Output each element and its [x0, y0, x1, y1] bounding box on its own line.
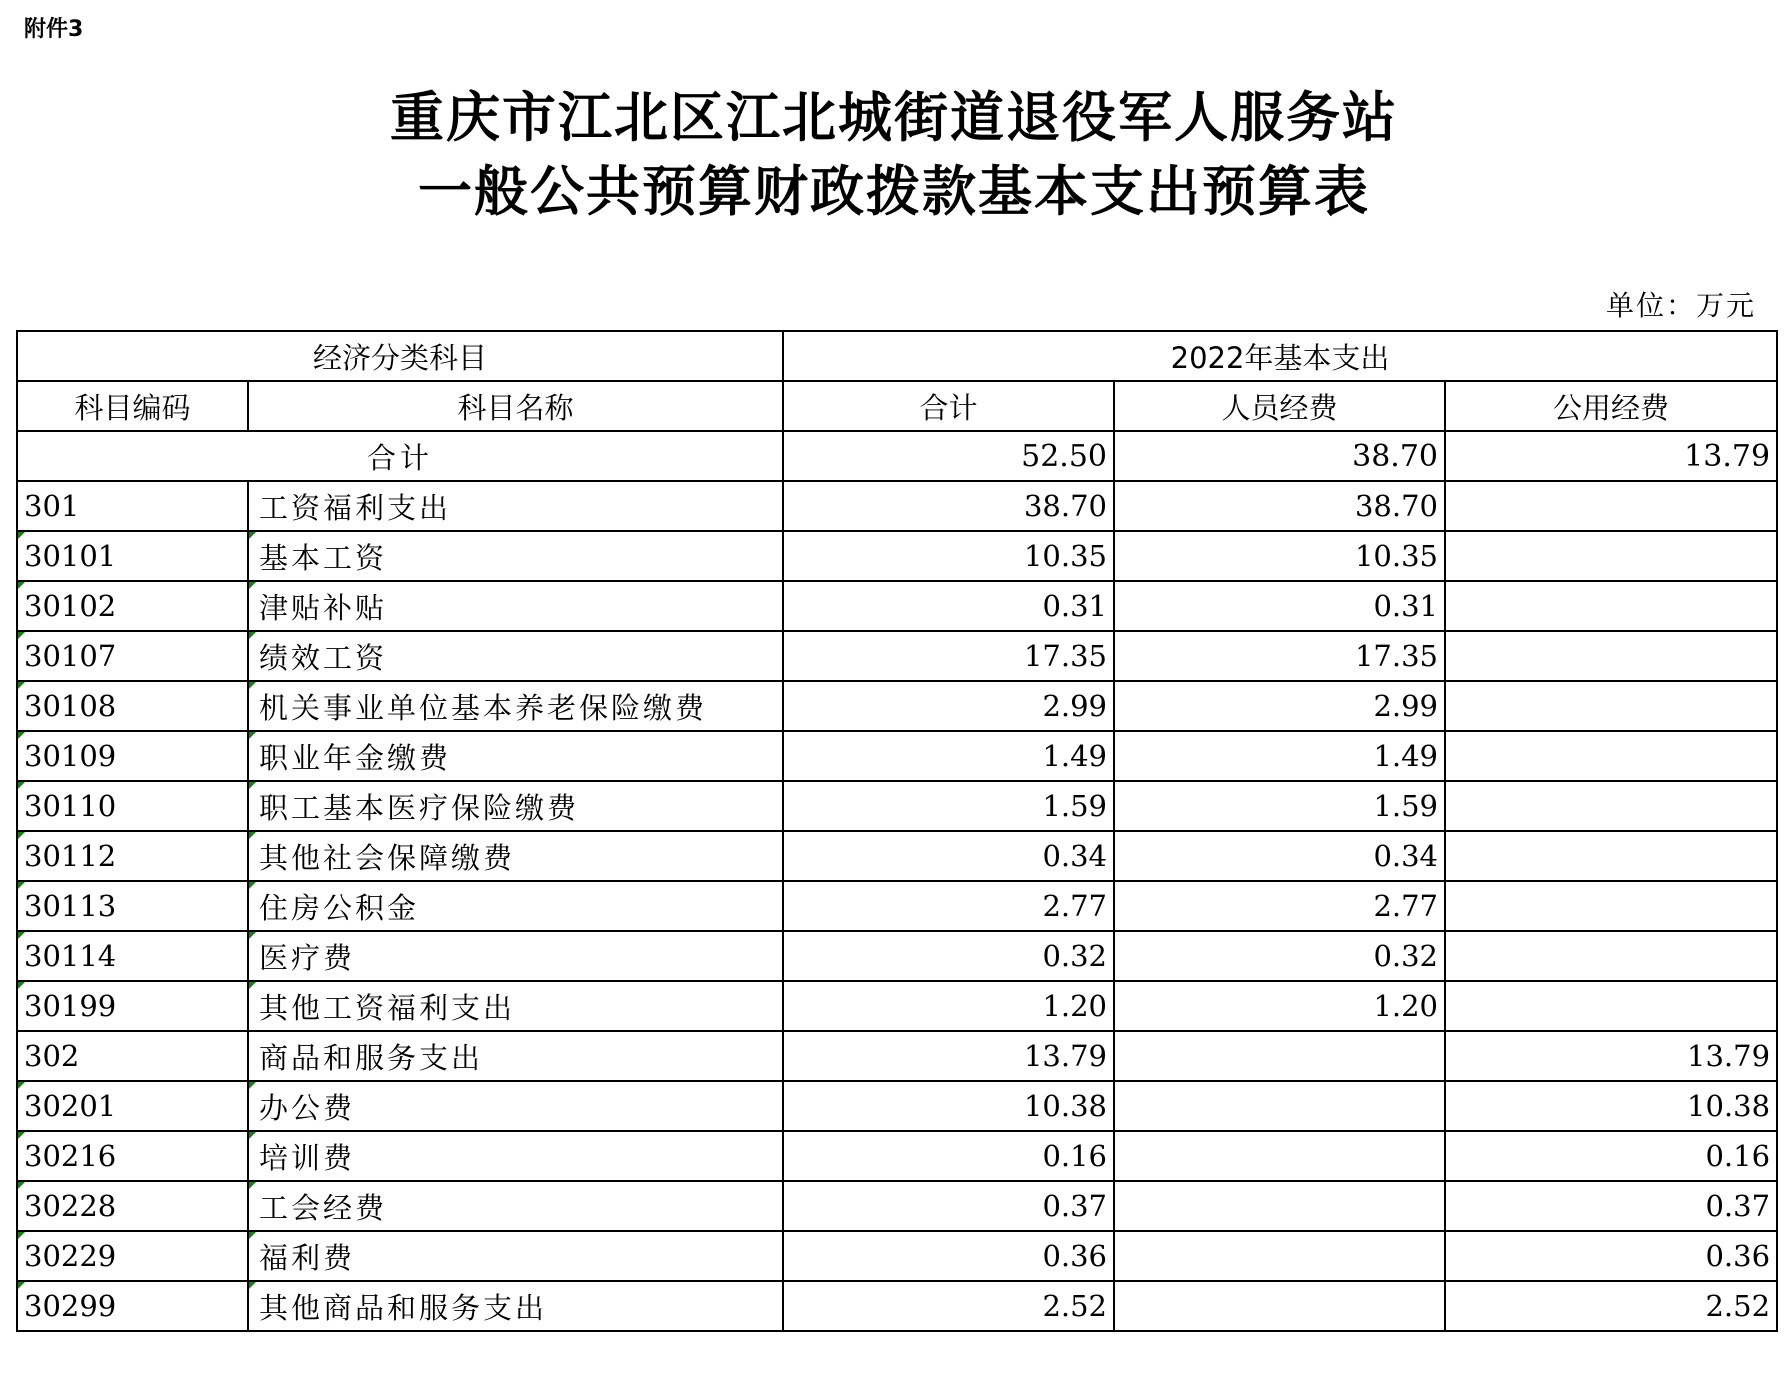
row-personnel: [1114, 1281, 1445, 1331]
row-name: 工资福利支出: [248, 481, 783, 531]
row-code: 30228: [17, 1181, 248, 1231]
row-public: 0.37: [1445, 1181, 1777, 1231]
header-total: 合计: [783, 381, 1114, 431]
row-personnel: 2.77: [1114, 881, 1445, 931]
row-public: 2.52: [1445, 1281, 1777, 1331]
budget-table: [16, 330, 1778, 1332]
total-row: [17, 431, 1777, 481]
row-total: 17.35: [783, 631, 1114, 681]
row-name: 商品和服务支出: [248, 1031, 783, 1081]
header-personnel: 人员经费: [1114, 381, 1445, 431]
table-row: [17, 1231, 1777, 1281]
table-row: [17, 681, 1777, 731]
header-code: 科目编码: [17, 381, 248, 431]
row-personnel: 0.34: [1114, 831, 1445, 881]
row-name: 职业年金缴费: [248, 731, 783, 781]
row-total: 0.34: [783, 831, 1114, 881]
row-personnel: 17.35: [1114, 631, 1445, 681]
row-name: 办公费: [248, 1081, 783, 1131]
table-row: [17, 931, 1777, 981]
row-public: 0.36: [1445, 1231, 1777, 1281]
table-row: [17, 981, 1777, 1031]
table-row: [17, 781, 1777, 831]
row-personnel: [1114, 1181, 1445, 1231]
row-code: 302: [17, 1031, 248, 1081]
row-name: 津贴补贴: [248, 581, 783, 631]
row-public: 10.38: [1445, 1081, 1777, 1131]
row-name: 其他商品和服务支出: [248, 1281, 783, 1331]
row-total: 0.36: [783, 1231, 1114, 1281]
header-economic-category: 经济分类科目: [17, 331, 783, 381]
row-code: 30112: [17, 831, 248, 881]
title-line-1: 重庆市江北区江北城街道退役军人服务站: [390, 86, 1398, 149]
row-code: 301: [17, 481, 248, 531]
table-row: [17, 881, 1777, 931]
table-row: [17, 831, 1777, 881]
row-personnel: 0.32: [1114, 931, 1445, 981]
row-name: 培训费: [248, 1131, 783, 1181]
row-public: [1445, 831, 1777, 881]
row-personnel: [1114, 1131, 1445, 1181]
row-total: 2.77: [783, 881, 1114, 931]
row-code: 30113: [17, 881, 248, 931]
row-personnel: [1114, 1231, 1445, 1281]
row-code: 30109: [17, 731, 248, 781]
row-name: 其他社会保障缴费: [248, 831, 783, 881]
row-total: 10.35: [783, 531, 1114, 581]
row-personnel: 1.20: [1114, 981, 1445, 1031]
header-name: 科目名称: [248, 381, 783, 431]
table-row: [17, 481, 1777, 531]
row-name: 机关事业单位基本养老保险缴费: [248, 681, 783, 731]
row-total: 1.49: [783, 731, 1114, 781]
row-code: 30299: [17, 1281, 248, 1331]
row-personnel: 1.59: [1114, 781, 1445, 831]
table-row: [17, 581, 1777, 631]
row-name: 福利费: [248, 1231, 783, 1281]
row-total: 13.79: [783, 1031, 1114, 1081]
row-personnel: 10.35: [1114, 531, 1445, 581]
row-total: 0.31: [783, 581, 1114, 631]
row-code: 30229: [17, 1231, 248, 1281]
row-personnel: [1114, 1081, 1445, 1131]
row-code: 30107: [17, 631, 248, 681]
row-name: 职工基本医疗保险缴费: [248, 781, 783, 831]
table-row: [17, 1181, 1777, 1231]
row-public: [1445, 881, 1777, 931]
row-total: 2.99: [783, 681, 1114, 731]
table-body: [17, 431, 1777, 1331]
row-personnel: 38.70: [1114, 481, 1445, 531]
row-name: 住房公积金: [248, 881, 783, 931]
row-public: [1445, 931, 1777, 981]
title-line-2: 一般公共预算财政拨款基本支出预算表: [418, 160, 1370, 223]
row-code: 30101: [17, 531, 248, 581]
row-code: 30199: [17, 981, 248, 1031]
row-code: 30114: [17, 931, 248, 981]
row-code: 30110: [17, 781, 248, 831]
row-name: 基本工资: [248, 531, 783, 581]
header-group-row: [17, 331, 1777, 381]
table-row: [17, 1081, 1777, 1131]
row-total: 0.37: [783, 1181, 1114, 1231]
unit-label: 单位：万元: [1605, 289, 1756, 322]
row-personnel: 0.31: [1114, 581, 1445, 631]
row-public: [1445, 481, 1777, 531]
row-public: [1445, 681, 1777, 731]
table-row: [17, 631, 1777, 681]
row-total: 1.59: [783, 781, 1114, 831]
row-code: 30102: [17, 581, 248, 631]
table-row: [17, 1281, 1777, 1331]
row-total: 2.52: [783, 1281, 1114, 1331]
table-row: [17, 731, 1777, 781]
attachment-label: 附件3: [24, 17, 84, 42]
row-name: 其他工资福利支出: [248, 981, 783, 1031]
row-code: 30108: [17, 681, 248, 731]
row-personnel: 1.49: [1114, 731, 1445, 781]
total-row-label: 合计: [17, 431, 783, 481]
row-public: [1445, 981, 1777, 1031]
table-row: [17, 1131, 1777, 1181]
row-code: 30201: [17, 1081, 248, 1131]
row-name: 医疗费: [248, 931, 783, 981]
row-public: [1445, 731, 1777, 781]
row-total: 0.16: [783, 1131, 1114, 1181]
header-column-row: [17, 381, 1777, 431]
row-personnel: 2.99: [1114, 681, 1445, 731]
row-total: 1.20: [783, 981, 1114, 1031]
row-total: 38.70: [783, 481, 1114, 531]
row-total: 0.32: [783, 931, 1114, 981]
total-row-public: 13.79: [1445, 431, 1777, 481]
row-public: [1445, 531, 1777, 581]
table-row: [17, 531, 1777, 581]
row-personnel: [1114, 1031, 1445, 1081]
header-public: 公用经费: [1445, 381, 1777, 431]
row-name: 绩效工资: [248, 631, 783, 681]
row-name: 工会经费: [248, 1181, 783, 1231]
row-public: [1445, 631, 1777, 681]
row-public: 0.16: [1445, 1131, 1777, 1181]
total-row-total: 52.50: [783, 431, 1114, 481]
total-row-personnel: 38.70: [1114, 431, 1445, 481]
row-code: 30216: [17, 1131, 248, 1181]
row-public: 13.79: [1445, 1031, 1777, 1081]
row-public: [1445, 581, 1777, 631]
row-public: [1445, 781, 1777, 831]
header-basic-expenditure: 2022年基本支出: [783, 331, 1777, 381]
row-total: 10.38: [783, 1081, 1114, 1131]
table-row: [17, 1031, 1777, 1081]
